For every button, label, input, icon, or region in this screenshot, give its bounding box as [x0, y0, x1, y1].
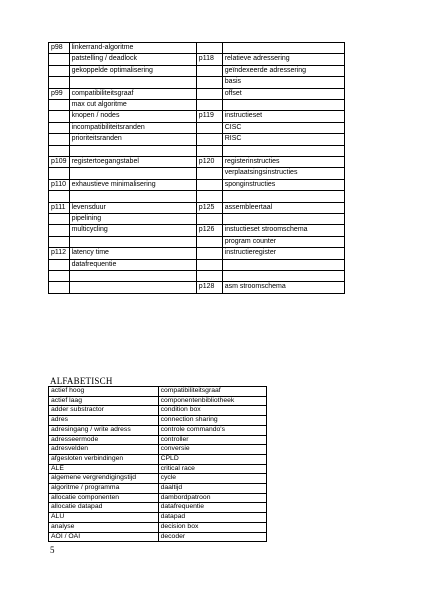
table-row	[49, 259, 345, 270]
index-table-body	[49, 43, 345, 294]
term-cell: instructieregister	[222, 248, 344, 259]
table-row	[49, 416, 267, 426]
term-cell: knopen / nodes	[69, 111, 196, 122]
table-row	[49, 134, 345, 145]
page-ref-cell	[49, 225, 70, 236]
table-row	[49, 145, 345, 156]
table-row	[49, 65, 345, 76]
table-row	[49, 454, 267, 464]
term-cell: geïndexeerde adressering	[222, 65, 344, 76]
table-row	[49, 396, 267, 406]
term-cell: allocatie datapad	[49, 503, 159, 513]
page-ref-cell	[196, 77, 222, 88]
term-cell: sponginstructies	[222, 179, 344, 190]
page-ref-cell	[49, 77, 70, 88]
table-row	[49, 43, 345, 54]
table-row	[49, 54, 345, 65]
term-cell: actief laag	[49, 396, 159, 406]
table-row	[49, 387, 267, 397]
table-row	[49, 236, 345, 247]
page-ref-cell	[49, 236, 70, 247]
table-row	[49, 202, 345, 213]
table-row	[49, 425, 267, 435]
term-cell: componentenbibliotheek	[158, 396, 266, 406]
term-cell: instructieset	[222, 111, 344, 122]
page-ref-cell	[196, 145, 222, 156]
table-row	[49, 282, 345, 293]
page-ref-cell	[196, 100, 222, 111]
term-cell: adresvelden	[49, 445, 159, 455]
table-row	[49, 493, 267, 503]
index-table	[48, 42, 345, 294]
term-cell: connection sharing	[158, 416, 266, 426]
term-cell: adder substractor	[49, 406, 159, 416]
table-row	[49, 88, 345, 99]
term-cell: patstelling / deadlock	[69, 54, 196, 65]
term-cell: compatibiliteitsgraaf	[158, 387, 266, 397]
alphabetical-heading: ALFABETISCH	[50, 376, 113, 386]
page-ref-cell	[49, 122, 70, 133]
page-ref-cell	[49, 111, 70, 122]
term-cell	[69, 271, 196, 282]
term-cell	[222, 43, 344, 54]
page-ref-cell	[49, 54, 70, 65]
page-ref-cell: p110	[49, 179, 70, 190]
term-cell: adres	[49, 416, 159, 426]
term-cell: verplaatsingsinstructies	[222, 168, 344, 179]
term-cell	[69, 191, 196, 202]
page-ref-cell	[49, 65, 70, 76]
term-cell: adresseermode	[49, 435, 159, 445]
term-cell: relatieve adressering	[222, 54, 344, 65]
page-ref-cell	[196, 248, 222, 259]
term-cell	[222, 100, 344, 111]
page-ref-cell	[196, 134, 222, 145]
term-cell: registertoegangstabel	[69, 157, 196, 168]
term-cell: multicycling	[69, 225, 196, 236]
table-row	[49, 111, 345, 122]
page-ref-cell	[49, 271, 70, 282]
page-ref-cell: p125	[196, 202, 222, 213]
term-cell: asm stroomschema	[222, 282, 344, 293]
term-cell: decision box	[158, 522, 266, 532]
term-cell: latency time	[69, 248, 196, 259]
page-number: 5	[50, 545, 55, 555]
term-cell: prioriteitsranden	[69, 134, 196, 145]
term-cell: registerinstructies	[222, 157, 344, 168]
table-row	[49, 271, 345, 282]
page-ref-cell	[196, 271, 222, 282]
term-cell: levensduur	[69, 202, 196, 213]
page-ref-cell	[196, 214, 222, 225]
term-cell: condition box	[158, 406, 266, 416]
table-row	[49, 214, 345, 225]
term-cell: linkerrand-algoritme	[69, 43, 196, 54]
term-cell: basis	[222, 77, 344, 88]
page-ref-cell	[49, 168, 70, 179]
term-cell	[222, 145, 344, 156]
page-ref-cell	[196, 259, 222, 270]
page-ref-cell	[49, 214, 70, 225]
term-cell: decoder	[158, 532, 266, 542]
term-cell: compatibiliteitsgraaf	[69, 88, 196, 99]
table-row	[49, 503, 267, 513]
table-row	[49, 474, 267, 484]
term-cell: datafrequentie	[69, 259, 196, 270]
alphabetical-table	[48, 386, 267, 542]
term-cell: allocatie componenten	[49, 493, 159, 503]
table-row	[49, 179, 345, 190]
term-cell	[69, 168, 196, 179]
page-ref-cell: p98	[49, 43, 70, 54]
term-cell	[69, 236, 196, 247]
table-row	[49, 464, 267, 474]
term-cell	[222, 259, 344, 270]
term-cell	[222, 191, 344, 202]
page-ref-cell: p126	[196, 225, 222, 236]
term-cell: incompatibiliteitsranden	[69, 122, 196, 133]
term-cell: datafrequentie	[158, 503, 266, 513]
page-ref-cell	[196, 122, 222, 133]
term-cell: critical race	[158, 464, 266, 474]
table-row	[49, 522, 267, 532]
page-ref-cell: p111	[49, 202, 70, 213]
term-cell: daaltijd	[158, 484, 266, 494]
term-cell: algemene vergrendigingstijd	[49, 474, 159, 484]
term-cell: adresingang / write adress	[49, 425, 159, 435]
page-ref-cell	[196, 168, 222, 179]
term-cell	[69, 282, 196, 293]
page-ref-cell	[196, 236, 222, 247]
page-ref-cell	[49, 100, 70, 111]
table-row	[49, 435, 267, 445]
table-row	[49, 191, 345, 202]
term-cell: exhaustieve minimalisering	[69, 179, 196, 190]
term-cell: controle commando's	[158, 425, 266, 435]
table-row	[49, 513, 267, 523]
page-ref-cell: p112	[49, 248, 70, 259]
term-cell: RISC	[222, 134, 344, 145]
table-row	[49, 484, 267, 494]
term-cell: afgesloten verbindingen	[49, 454, 159, 464]
page-ref-cell	[49, 191, 70, 202]
term-cell: ALU	[49, 513, 159, 523]
term-cell: assembleertaal	[222, 202, 344, 213]
term-cell: pipelining	[69, 214, 196, 225]
page-ref-cell: p119	[196, 111, 222, 122]
term-cell	[222, 214, 344, 225]
table-row	[49, 122, 345, 133]
page-ref-cell	[196, 43, 222, 54]
page-ref-cell	[49, 259, 70, 270]
term-cell: algoritme / programma	[49, 484, 159, 494]
table-row	[49, 77, 345, 88]
term-cell: actief hoog	[49, 387, 159, 397]
term-cell: datapad	[158, 513, 266, 523]
page-ref-cell	[49, 134, 70, 145]
table-row	[49, 225, 345, 236]
page-ref-cell	[196, 88, 222, 99]
term-cell: max cut algoritme	[69, 100, 196, 111]
term-cell: AOI / OAI	[49, 532, 159, 542]
term-cell: CPLD	[158, 454, 266, 464]
table-row	[49, 168, 345, 179]
term-cell: cycle	[158, 474, 266, 484]
term-cell	[69, 77, 196, 88]
table-row	[49, 248, 345, 259]
page-ref-cell	[196, 191, 222, 202]
page-ref-cell: p120	[196, 157, 222, 168]
page-ref-cell: p109	[49, 157, 70, 168]
term-cell: controller	[158, 435, 266, 445]
page-ref-cell	[196, 65, 222, 76]
term-cell	[69, 145, 196, 156]
term-cell: conversie	[158, 445, 266, 455]
page-ref-cell: p118	[196, 54, 222, 65]
term-cell: gekoppelde optimalisering	[69, 65, 196, 76]
page-ref-cell	[49, 282, 70, 293]
term-cell: analyse	[49, 522, 159, 532]
table-row	[49, 406, 267, 416]
term-cell: ALE	[49, 464, 159, 474]
term-cell: CISC	[222, 122, 344, 133]
term-cell: dambordpatroon	[158, 493, 266, 503]
term-cell: program counter	[222, 236, 344, 247]
table-row	[49, 100, 345, 111]
alphabetical-table-body	[49, 387, 267, 542]
table-row	[49, 445, 267, 455]
table-row	[49, 532, 267, 542]
page-ref-cell: p128	[196, 282, 222, 293]
page-ref-cell	[49, 145, 70, 156]
table-row	[49, 157, 345, 168]
page-ref-cell	[196, 179, 222, 190]
term-cell	[222, 271, 344, 282]
term-cell: instuctieset stroomschema	[222, 225, 344, 236]
page-ref-cell: p99	[49, 88, 70, 99]
term-cell: offset	[222, 88, 344, 99]
